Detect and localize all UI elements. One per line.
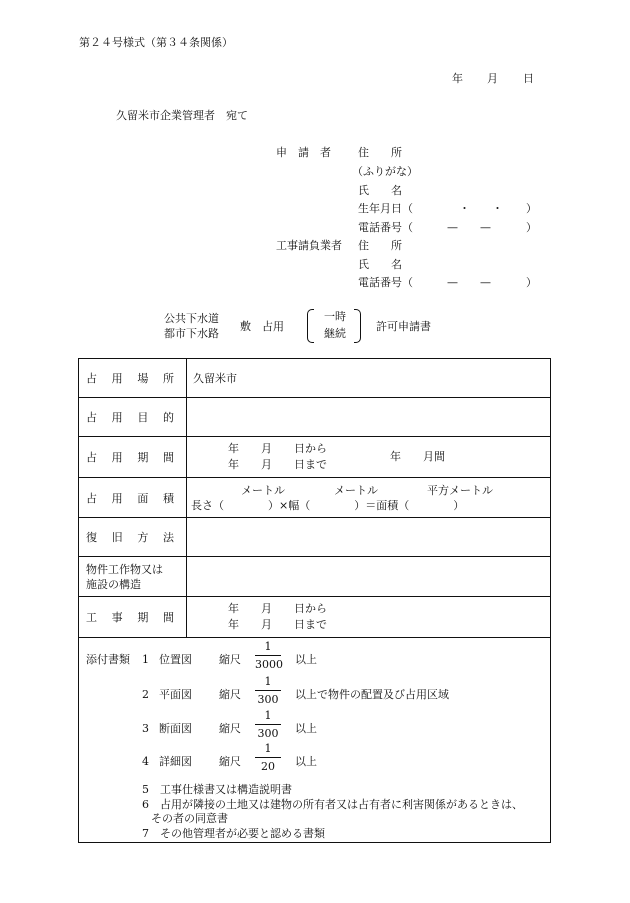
row-attachments bbox=[79, 638, 551, 843]
attachment-1-name: 位置図 bbox=[159, 653, 192, 666]
applicant-phone-label: 電話番号（ bbox=[358, 221, 413, 234]
attachment-4-note: 以上 bbox=[295, 755, 317, 768]
attachment-1-note: 以上 bbox=[295, 653, 317, 666]
contractor-address-label: 住 所 bbox=[358, 239, 402, 252]
applicant-name-label: 氏 名 bbox=[358, 184, 402, 197]
attachment-3-no: 3 bbox=[142, 722, 149, 735]
title-middle: 敷 占用 bbox=[240, 320, 284, 333]
area-unit-width: メートル bbox=[334, 484, 378, 497]
addressee: 久留米市企業管理者 宛て bbox=[116, 109, 248, 122]
period-value[interactable] bbox=[187, 437, 551, 478]
attachment-5: 5 工事仕様書又は構造説明書 bbox=[142, 783, 292, 796]
area-value[interactable] bbox=[187, 478, 551, 518]
period-to: 年 月 日まで bbox=[228, 458, 327, 471]
area-unit-area: 平方メートル bbox=[427, 484, 493, 497]
attachment-6-line2: その者の同意書 bbox=[151, 812, 228, 825]
contractor-name-label: 氏 名 bbox=[358, 258, 402, 271]
row-construction bbox=[79, 597, 551, 638]
period-from: 年 月 日から bbox=[228, 442, 327, 455]
attachment-4-fraction: 1 20 bbox=[255, 743, 281, 772]
area-label: 占 用 面 積 bbox=[79, 478, 187, 518]
title-bracket-right bbox=[354, 309, 361, 343]
contractor-phone-label: 電話番号（ bbox=[358, 276, 413, 289]
applicant-birth-dots: ・ ・ bbox=[459, 202, 503, 215]
title-line2: 都市下水路 bbox=[164, 327, 219, 340]
row-period bbox=[79, 437, 551, 478]
applicant-address-label: 住 所 bbox=[358, 146, 402, 159]
attachment-1-no: 1 bbox=[142, 653, 149, 666]
row-restore bbox=[79, 518, 551, 557]
attachment-2-no: 2 bbox=[142, 688, 149, 701]
applicant-phone-close: ） bbox=[526, 221, 537, 234]
applicant-birth-label: 生年月日（ bbox=[358, 202, 413, 215]
period-label: 占 用 期 間 bbox=[79, 437, 187, 478]
date-month-label: 月 bbox=[487, 72, 498, 85]
restore-label: 復 旧 方 法 bbox=[79, 518, 187, 557]
place-value[interactable]: 久留米市 bbox=[187, 359, 551, 398]
purpose-value[interactable] bbox=[187, 398, 551, 437]
contractor-phone-dashes: — — bbox=[447, 276, 491, 289]
attachment-3-fraction: 1 300 bbox=[255, 710, 281, 739]
attachment-7: 7 その他管理者が必要と認める書類 bbox=[142, 827, 325, 840]
applicant-furigana-label: （ふりがな） bbox=[352, 165, 418, 178]
application-table bbox=[78, 358, 551, 843]
construction-value[interactable] bbox=[187, 597, 551, 638]
restore-value[interactable] bbox=[187, 518, 551, 557]
structure-value[interactable] bbox=[187, 557, 551, 597]
attachment-3-scale: 縮尺 bbox=[219, 722, 241, 735]
applicant-birth-close: ） bbox=[526, 202, 537, 215]
title-option2: 継続 bbox=[324, 327, 346, 340]
place-label: 占 用 場 所 bbox=[79, 359, 187, 398]
date-year-label: 年 bbox=[452, 72, 463, 85]
attachment-2-scale: 縮尺 bbox=[219, 688, 241, 701]
contractor-phone-close: ） bbox=[526, 276, 537, 289]
title-option1: 一時 bbox=[324, 310, 346, 323]
title-suffix: 許可申請書 bbox=[376, 320, 431, 333]
attachment-6-line1: 6 占用が隣接の土地又は建物の所有者又は占有者に利害関係があるときは、 bbox=[142, 798, 523, 811]
row-structure bbox=[79, 557, 551, 597]
structure-label: 物件工作物又は 施設の構造 bbox=[79, 557, 187, 597]
attachment-2-name: 平面図 bbox=[159, 688, 192, 701]
construction-from: 年 月 日から bbox=[228, 602, 327, 615]
row-area bbox=[79, 478, 551, 518]
attachment-2-fraction: 1 300 bbox=[255, 676, 281, 705]
attachment-3-name: 断面図 bbox=[159, 722, 192, 735]
applicant-phone-dashes: — — bbox=[447, 221, 491, 234]
attachment-1-fraction: 1 3000 bbox=[255, 640, 283, 671]
period-months: 年 月間 bbox=[390, 450, 445, 463]
form-number: 第２４号様式（第３４条関係） bbox=[79, 36, 233, 49]
area-formula: 長さ（ ）×幅（ ）＝面積（ ） bbox=[191, 499, 465, 512]
construction-label: 工 事 期 間 bbox=[79, 597, 187, 638]
attachment-4-scale: 縮尺 bbox=[219, 755, 241, 768]
attachment-4-name: 詳細図 bbox=[159, 755, 192, 768]
title-line1: 公共下水道 bbox=[164, 312, 219, 325]
attachments-cell bbox=[79, 638, 551, 843]
attachments-label: 添付書類 bbox=[86, 653, 130, 666]
applicant-role: 申 請 者 bbox=[276, 146, 331, 159]
area-unit-length: メートル bbox=[241, 484, 285, 497]
construction-to: 年 月 日まで bbox=[228, 618, 327, 631]
date-day-label: 日 bbox=[523, 72, 534, 85]
contractor-role: 工事請負業者 bbox=[276, 239, 342, 252]
attachment-1-scale: 縮尺 bbox=[219, 653, 241, 666]
title-bracket-left bbox=[307, 309, 314, 343]
attachment-4-no: 4 bbox=[142, 755, 149, 768]
attachment-3-note: 以上 bbox=[295, 722, 317, 735]
purpose-label: 占 用 目 的 bbox=[79, 398, 187, 437]
attachment-2-note: 以上で物件の配置及び占用区域 bbox=[295, 688, 449, 701]
row-purpose bbox=[79, 398, 551, 437]
row-place bbox=[79, 359, 551, 398]
